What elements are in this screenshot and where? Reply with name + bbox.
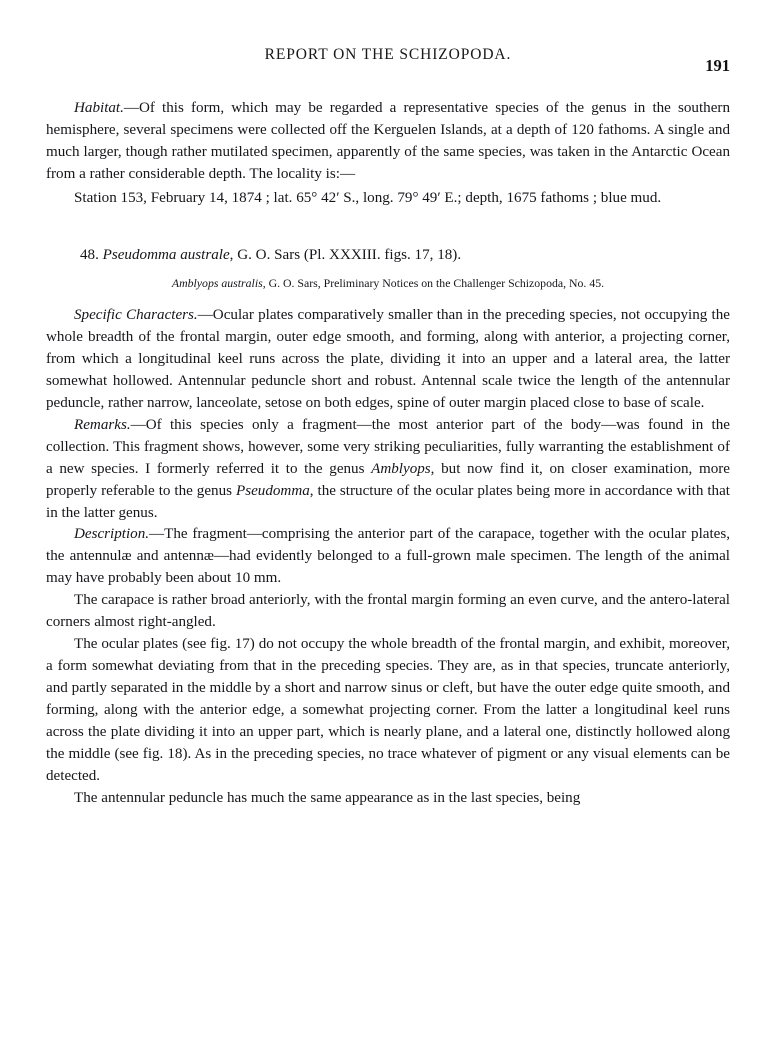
paragraph-antennular-peduncle: The antennular peduncle has much the same appearance as in the last species, being xyxy=(74,789,581,806)
habitat-label: Habitat. xyxy=(74,100,124,116)
synonymy-rest: , G. O. Sars, Preliminary Notices on the Challenger Schizopoda, No. 45. xyxy=(262,276,605,291)
paragraph-carapace: The carapace is rather broad anteriorly, with the frontal margin forming an even curve, and the antero-lateral corners almost right-angled. xyxy=(46,592,730,631)
running-head: REPORT ON THE SCHIZOPODA. xyxy=(264,46,512,63)
remarks-text-3: , the structure of the ocular plates being more in accordance with that in the latter genus. xyxy=(46,482,730,521)
synonymy-species: Amblyops australis xyxy=(171,276,263,291)
paragraph-habitat xyxy=(46,98,730,186)
paragraph-remarks xyxy=(46,415,730,525)
remarks-text-1: —Of this species only a fragment—the most anterior part of the body—was found in the collection. This fragment shows, however, some very striking peculiarities, fully warranting the establishment of a new species. I formerly referred it to the genus xyxy=(46,416,730,477)
paragraph-specific-characters xyxy=(46,305,730,415)
description-text: —The fragment—comprising the anterior part of the carapace, together with the ocular plates, the antennulæ and antennæ—had evidently belonged to a full-grown male specimen. The length of the animal may have probably been about 10 mm. xyxy=(46,526,730,587)
synonymy-line xyxy=(46,275,730,292)
specific-characters-text: —Ocular plates comparatively smaller than in the preceding species, not occupying the whole breadth of the frontal margin, outer edge smooth, and forming, along with anterior, a projecting corner, from which a longitudinal keel runs across the plate, dividing it into an upper and a lateral area, the latter somewhat hollowed. Antennular peduncle short and robust. Antennal scale twice the length of the antennular peduncle, rather narrow, lanceolate, setose on both edges, spine of outer margin placed close to base of scale. xyxy=(46,306,730,411)
section-species-name: Pseudomma australe xyxy=(102,246,230,263)
remarks-text-2: , but now find it, on closer examination, more properly referable to the genus xyxy=(46,460,730,499)
remarks-label: Remarks. xyxy=(74,416,131,433)
section-heading xyxy=(46,244,730,267)
description-label: Description. xyxy=(74,526,150,543)
paragraph-description xyxy=(46,524,730,590)
section-number: 48. xyxy=(80,246,103,263)
page-header xyxy=(46,46,730,76)
section-authority: , G. O. Sars (Pl. XXXIII. figs. 17, 18). xyxy=(229,246,462,263)
remarks-genus-amblyops: Amblyops xyxy=(371,460,431,477)
page-number: 191 xyxy=(705,56,730,75)
remarks-genus-pseudomma: Pseudomma xyxy=(236,482,310,499)
specific-characters-label: Specific Characters. xyxy=(74,306,198,323)
habitat-text: —Of this form, which may be regarded a representative species of the genus in the southern hemisphere, several specimens were collected off the Kerguelen Islands, at a depth of 120 fathoms. A single and much larger, though rather mutilated specimen, apparently of the same species, was taken in the Antarctic Ocean from a rather considerable depth. The locality is:— xyxy=(46,100,730,182)
page-body xyxy=(46,98,730,810)
paragraph-ocular-plates: The ocular plates (see fig. 17) do not occupy the whole breadth of the frontal margin, and exhibit, moreover, a form somewhat deviating from that in the preceding species. They are, as in that species, truncate anteriorly, and partly separated in the middle by a short and narrow sinus or cleft, but have the outer edge quite smooth, and forming, along with the anterior edge, a somewhat projecting corner. From the latter a longitudinal keel runs across the plate dividing it into an upper part, which is nearly plane, and a lateral one, distinctly hollowed along the middle (see fig. 18). As in the preceding species, no trace whatever of pigment or any visual elements can be detected. xyxy=(46,636,730,784)
paragraph-station: Station 153, February 14, 1874 ; lat. 65° 42′ S., long. 79° 49′ E.; depth, 1675 fathoms ; blue mud. xyxy=(74,189,662,206)
